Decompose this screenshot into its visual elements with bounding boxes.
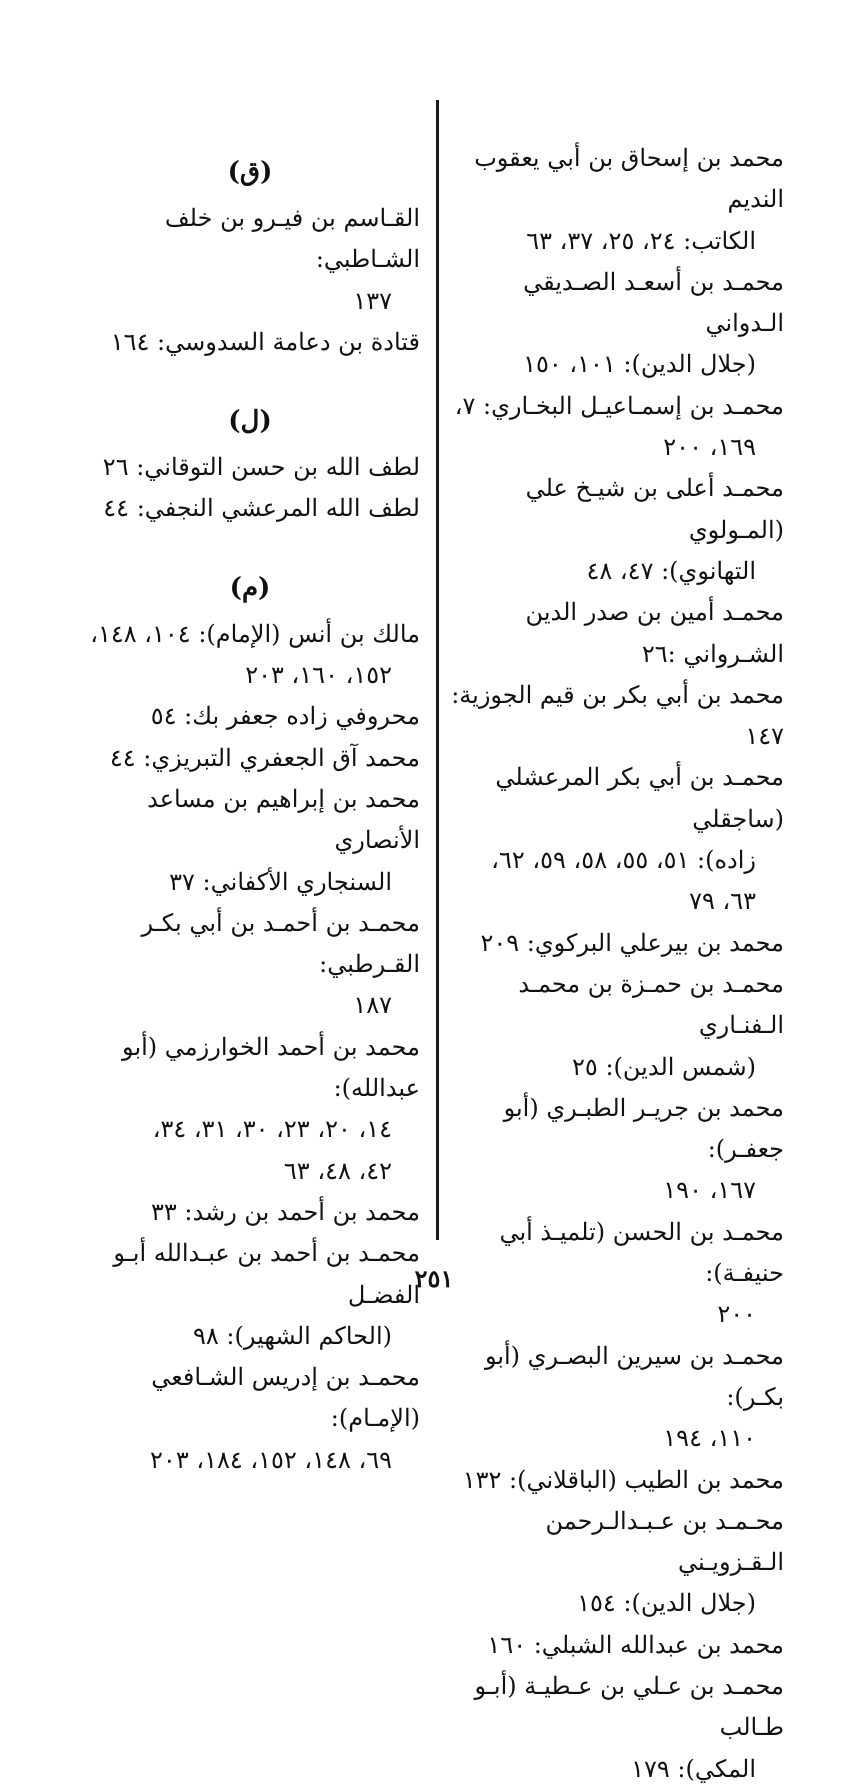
entry-continuation: ١٦٩، ٢٠٠ [663, 433, 756, 462]
index-entry [444, 964, 784, 1088]
index-entry [444, 1088, 784, 1212]
index-entry [80, 1192, 420, 1233]
entry-name: محمد بن إبراهيم بن مساعد الأنصاري [147, 784, 420, 855]
entry-name: محمـد بن أحمـد بن أبي بكـر القـرطبي: [141, 908, 420, 979]
entry-name: محمـد بن إدريس الشـافعي (الإمـام): [151, 1363, 420, 1433]
entry-continuation: ١٣٧ [353, 286, 392, 315]
entry-name: محمـد بن حمـزة بن محمـد الـفنـاري [518, 969, 784, 1040]
entry-continuation: السنجاري الأكفاني: ٣٧ [169, 867, 392, 896]
entry-name: قتادة بن دعامة السدوسي: ١٦٤ [110, 327, 420, 356]
index-entry [444, 468, 784, 592]
entry-name: محمـد بن أبي بكر المرعشلي (ساجقلي [495, 763, 784, 833]
entry-continuation: ١٥٢، ١٦٠، ٢٠٣ [245, 661, 392, 690]
index-entry [80, 488, 420, 529]
section-gap [80, 94, 420, 152]
entry-name: محمـد بن أحمد بن عبـدالله أبـو الفضـل [113, 1239, 420, 1309]
index-column-right [444, 94, 784, 1790]
index-entry [80, 1027, 420, 1192]
entry-name: محمـد بن عـلي بن عـطيـة (أبـو طـالب [474, 1671, 784, 1742]
entry-name: محمـد بن الحسن (تلميـذ أبي حنيفـة): [499, 1217, 784, 1288]
entry-name: محمد بن بيرعلي البركوي: ٢٠٩ [480, 928, 784, 957]
index-entry [80, 447, 420, 488]
entry-name: محمـد أمين بن صدر الدين الشـرواني :٢٦ [525, 598, 784, 668]
index-entry [444, 138, 784, 262]
entry-name: محـمـد بن عـبـدالـرحمن الـقـزويـني [545, 1506, 784, 1577]
index-entry [444, 262, 784, 386]
section-heading: (م) [229, 572, 271, 603]
entry-name: لطف الله المرعشي النجفي: ٤٤ [103, 494, 420, 523]
entry-continuation: ١١٠، ١٩٤ [663, 1424, 756, 1453]
entry-continuation: التهانوي): ٤٧، ٤٨ [586, 556, 756, 585]
entry-continuation: زاده): ٥١، ٥٥، ٥٨، ٥٩، ٦٢، [491, 846, 756, 875]
entry-name: محمد آق الجعفري التبريزي: ٤٤ [109, 743, 420, 772]
index-entry [80, 1233, 420, 1357]
entry-continuation: (جلال الدين): ١٥٤ [577, 1589, 756, 1618]
index-entry [444, 386, 784, 469]
section-heading: (ق) [227, 157, 273, 187]
entry-continuation: ٤٢، ٤٨، ٦٣ [283, 1156, 392, 1185]
entry-name: محمد بن إسحاق بن أبي يعقوب النديم [474, 144, 784, 214]
entry-name: محمـد بن سيرين البصـري (أبو بكـر): [484, 1341, 784, 1411]
entry-name: محمـد أعلى بن شيـخ علي (المـولوي [525, 474, 784, 544]
entry-continuation: ٢٠٠ [717, 1300, 756, 1329]
entry-name: محمد بن أبي بكر بن قيم الجوزية: ١٤٧ [451, 680, 784, 751]
index-entry [444, 592, 784, 675]
section-heading: (ل) [228, 406, 272, 437]
entry-name: محمد بن أحمد بن رشد: ٣٣ [150, 1197, 420, 1226]
index-entry [444, 1501, 784, 1625]
entry-continuation: ١٨٧ [353, 991, 392, 1020]
index-entry [444, 1460, 784, 1501]
section-gap [80, 530, 420, 568]
index-entry [80, 738, 420, 779]
entry-continuation: ١٤، ٢٠، ٢٣، ٣٠، ٣١، ٣٤، [152, 1115, 392, 1144]
entry-continuation: ١٦٧، ١٩٠ [663, 1176, 756, 1205]
index-entry [80, 1357, 420, 1481]
entry-name: محمد بن عبدالله الشبلي: ١٦٠ [487, 1630, 784, 1659]
index-entry [80, 696, 420, 737]
index-entry [80, 779, 420, 903]
entry-continuation: ٦٣، ٧٩ [689, 887, 756, 916]
entry-name: محمـد بن إسمـاعيـل البخـاري: ٧، [454, 391, 784, 420]
entry-continuation: المكي): ١٧٩ [631, 1754, 756, 1783]
index-entry [80, 614, 420, 697]
index-entry [444, 1666, 784, 1790]
entry-name: محمد بن أحمد الخوارزمي (أبو عبدالله): [122, 1032, 420, 1103]
index-entry [444, 923, 784, 964]
entry-name: محمـد بن أسعـد الصـديقي الـدواني [523, 267, 784, 338]
entry-name: محمد بن جريـر الطبـري (أبو جعفـر): [503, 1093, 784, 1164]
entry-name: محمد بن الطيب (الباقلاني): ١٣٢ [462, 1465, 784, 1494]
index-entry [80, 322, 420, 363]
entry-continuation: (الحاكم الشهير): ٩٨ [193, 1321, 392, 1350]
entry-name: مالك بن أنس (الإمام): ١٠٤، ١٤٨، [90, 619, 420, 648]
entry-name: القـاسم بن فيـرو بن خلف الشـاطبي: [164, 204, 420, 274]
column-divider [436, 100, 439, 1240]
entry-continuation: (جلال الدين): ١٠١، ١٥٠ [523, 350, 756, 379]
entry-name: محروفي زاده جعفر بك: ٥٤ [150, 702, 420, 731]
index-entry [444, 675, 784, 758]
section-gap [80, 363, 420, 401]
entry-continuation: ٦٩، ١٤٨، ١٥٢، ١٨٤، ٢٠٣ [150, 1445, 392, 1474]
entry-continuation: الكاتب: ٢٤، ٢٥، ٣٧، ٦٣ [526, 226, 756, 255]
index-entry [444, 1625, 784, 1666]
index-entry [444, 1336, 784, 1460]
index-entry [80, 903, 420, 1027]
index-entry [444, 757, 784, 922]
page-number: ٢٥١ [414, 1264, 454, 1293]
entry-name: لطف الله بن حسن التوقاني: ٢٦ [102, 453, 420, 482]
index-entry [80, 198, 420, 322]
entry-continuation: (شمس الدين): ٢٥ [572, 1052, 756, 1081]
